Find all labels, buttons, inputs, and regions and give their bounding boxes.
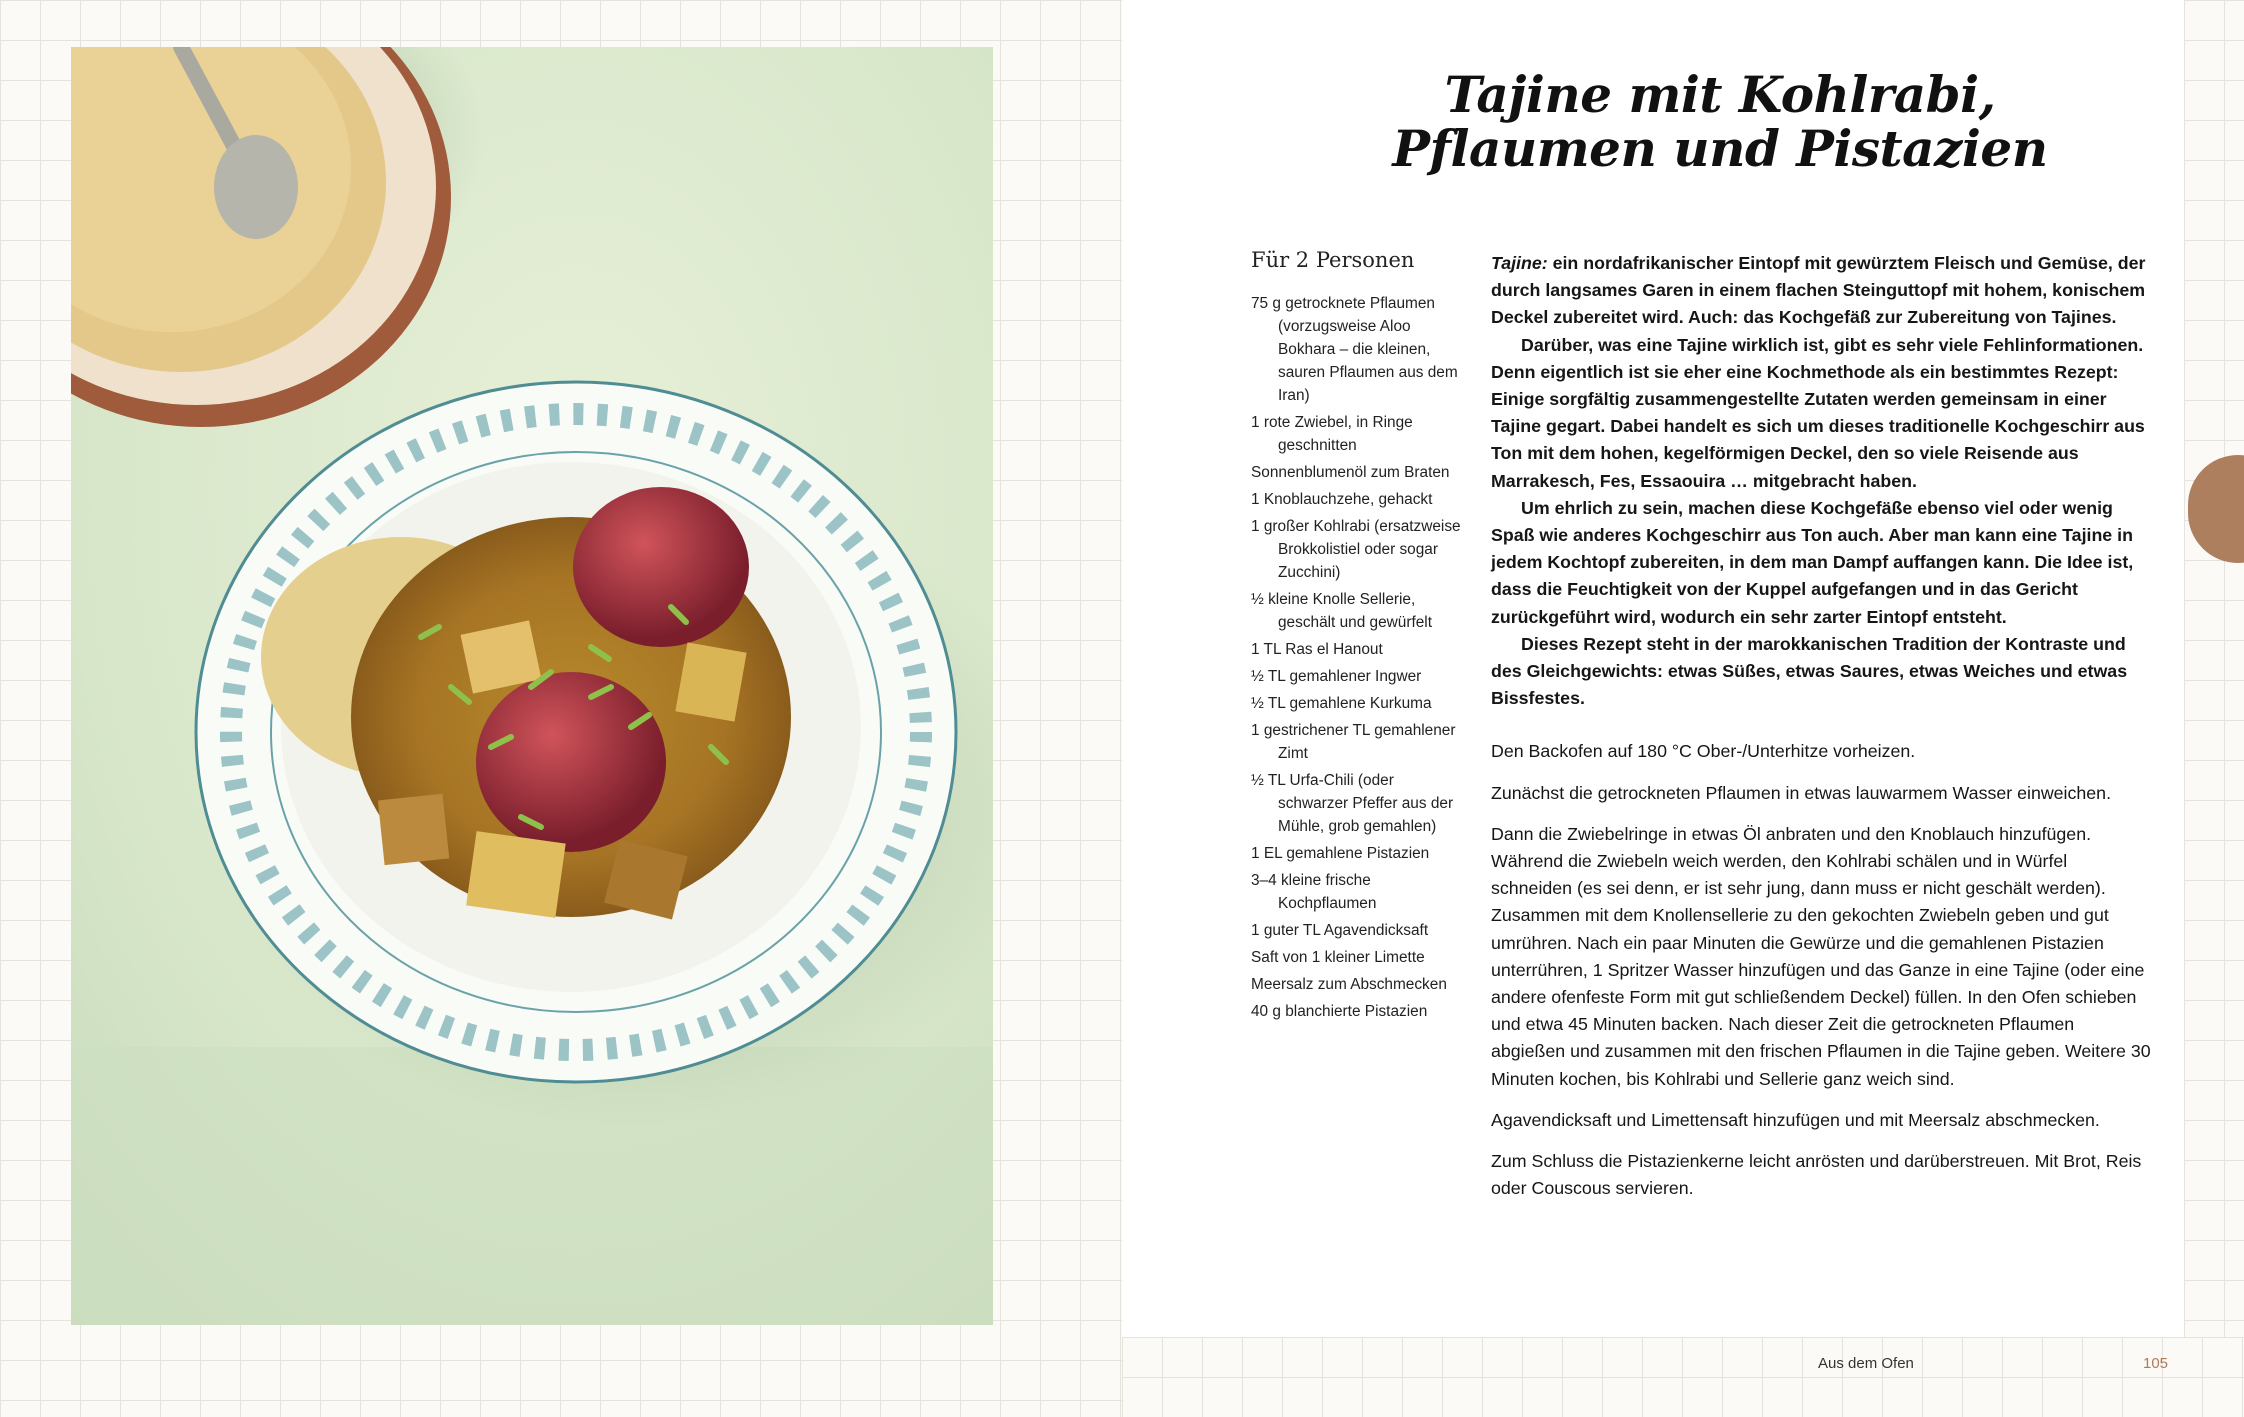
ingredient-list	[1251, 292, 1466, 1023]
ingredient-item: Saft von 1 kleiner Limette	[1251, 949, 1425, 966]
ingredient-item: 3–4 kleine frische Kochpflaumen	[1251, 872, 1377, 912]
ingredient-item: 1 Knoblauchzehe, gehackt	[1251, 491, 1433, 508]
ingredient-item: Meersalz zum Abschmecken	[1251, 976, 1447, 993]
ingredient-item: 1 großer Kohlrabi (ersatzweise Brokkolistiel oder sogar Zucchini)	[1251, 518, 1461, 581]
ingredient-item: ½ TL Urfa-Chili (oder schwarzer Pfeffer aus der Mühle, grob gemahlen)	[1251, 772, 1454, 835]
ingredient-item: 75 g getrocknete Pflaumen (vorzugsweise Aloo Bokhara – die kleinen, sauren Pflaumen aus dem Iran)	[1251, 295, 1458, 404]
method-step: Den Backofen auf 180 °C Ober-/Unterhitze vorheizen.	[1491, 741, 1916, 762]
recipe-title-line-1: Tajine mit Kohlrabi,	[1444, 65, 1996, 124]
method-step: Agavendicksaft und Limettensaft hinzufügen und mit Meersalz abschmecken.	[1491, 1109, 2100, 1130]
ingredient-item: ½ kleine Knolle Sellerie, geschält und gewürfelt	[1251, 591, 1433, 631]
method-step: Zunächst die getrockneten Pflaumen in etwas lauwarmem Wasser einweichen.	[1491, 782, 2112, 803]
intro-text	[1491, 250, 2151, 712]
intro-paragraph: Dieses Rezept steht in der marokkanischen Tradition der Kontraste und des Gleichgewichts: etwas Süßes, etwas Saures, etwas Weiches und etwas Bissfestes.	[1491, 633, 2128, 709]
intro-definition: ein nordafrikanischer Eintopf mit gewürztem Fleisch und Gemüse, der durch langsames Garen in einem flachen Steinguttopf mit hohem, konischem Deckel zubereitet wird. Auch: das Kochgefäß zur Zubereitung von Tajines.	[1491, 253, 2146, 328]
intro-paragraph: Darüber, was eine Tajine wirklich ist, gibt es sehr viele Fehlinformationen. Denn eigentlich ist sie eher eine Kochmethode als ein bestimmtes Rezept: Einige sorgfältig zusammengestellte Zutaten werden gemeinsam in einer Tajine gegart. Dabei handelt es sich um dieses traditionelle Kochgeschirr aus Ton mit dem hohen, kegelförmigen Deckel, den so viele Reisende aus Marrakesch, Fes, Essaouira … mitgebracht haben.	[1491, 334, 2145, 491]
ingredient-item: 1 EL gemahlene Pistazien	[1251, 845, 1430, 862]
ingredient-item: 1 rote Zwiebel, in Ringe geschnitten	[1251, 414, 1413, 454]
grid-footer-band	[1122, 1337, 2244, 1417]
method-steps	[1491, 738, 2151, 1202]
footer-section-label: Aus dem Ofen	[1818, 1355, 1914, 1372]
method-step: Zum Schluss die Pistazienkerne leicht anrösten und darüberstreuen. Mit Brot, Reis oder Couscous servieren.	[1491, 1151, 2142, 1199]
ingredient-item: 40 g blanchierte Pistazien	[1251, 1003, 1428, 1020]
ingredients-column	[1251, 248, 1466, 1027]
recipe-title	[1300, 65, 2140, 178]
servings-label: Für 2 Personen	[1251, 248, 1415, 272]
intro-paragraph: Um ehrlich zu sein, machen diese Kochgefäße ebenso viel oder wenig Spaß wie anderes Kochgeschirr aus Ton auch. Aber man kann eine Tajine in jedem Kochtopf zubereiten, in dem man Dampf auffangen kann. Die Idee ist, dass die Feuchtigkeit von der Kuppel aufgefangen und in das Gericht zurückgeführt wird, wodurch ein sehr zarter Eintopf entsteht.	[1491, 497, 2134, 627]
dish-photo	[71, 47, 993, 1325]
recipe-title-line-2: Pflaumen und Pistazien	[1392, 119, 2048, 178]
ingredient-item: Sonnenblumenöl zum Braten	[1251, 464, 1450, 481]
intro-term: Tajine:	[1491, 253, 1548, 273]
ingredient-item: 1 gestrichener TL gemahlener Zimt	[1251, 722, 1456, 762]
intro-paragraph	[1491, 250, 2151, 332]
grid-margin	[2184, 0, 2244, 1417]
ingredient-item: ½ TL gemahlene Kurkuma	[1251, 695, 1432, 712]
ingredient-item: 1 TL Ras el Hanout	[1251, 641, 1383, 658]
method-step: Dann die Zwiebelringe in etwas Öl anbraten und den Knoblauch hinzufügen. Während die Zwiebeln weich werden, den Kohlrabi schälen und in Würfel schneiden (es sei denn, er ist sehr jung, dann muss er nicht geschält werden). Zusammen mit dem Knollensellerie zu den gekochten Zwiebeln geben und gut umrühren. Nach ein paar Minuten die Gewürze und die gemahlenen Pistazien unterrühren, 1 Spritzer Wasser hinzufügen und das Ganze in eine Tajine (oder eine andere ofenfeste Form mit gut schließendem Deckel) füllen. In den Ofen schieben und etwa 45 Minuten backen. Nach dieser Zeit die getrockneten Pflaumen abgießen und zusammen mit den frischen Pflaumen in die Tajine geben. Weitere 30 Minuten kochen, bis Kohlrabi und Sellerie ganz weich sind.	[1491, 823, 2151, 1089]
page-number: 105	[2143, 1355, 2169, 1372]
recipe-body	[1491, 250, 2151, 1217]
ingredient-item: ½ TL gemahlener Ingwer	[1251, 668, 1422, 685]
ingredient-item: 1 guter TL Agavendicksaft	[1251, 922, 1429, 939]
